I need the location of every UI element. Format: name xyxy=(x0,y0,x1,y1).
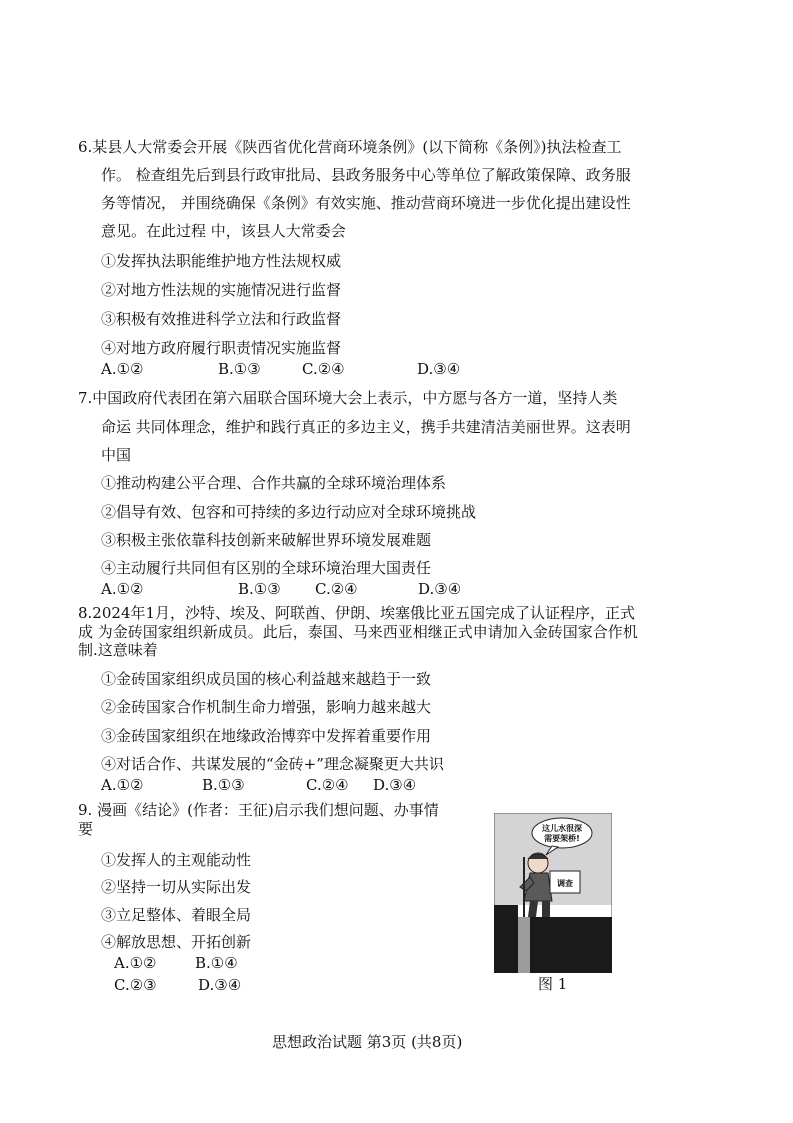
q9-option-a[interactable]: A.①② xyxy=(114,954,157,972)
q9-item-4: ④解放思想、开拓创新 xyxy=(101,933,252,951)
bubble-text-2: 需要架桥! xyxy=(544,834,580,843)
q7-item-1: ①推动构建公平合理、合作共赢的全球环境治理体系 xyxy=(101,474,447,492)
q8-option-d[interactable]: D.③④ xyxy=(373,776,417,794)
q7-item-2: ②倡导有效、包容和可持续的多边行动应对全球环境挑战 xyxy=(101,503,477,521)
q7-line-1: 7.中国政府代表团在第六届联合国环境大会上表示，中方愿与各方一道，坚持人类 xyxy=(78,389,618,407)
q9-option-d[interactable]: D.③④ xyxy=(198,976,242,994)
q7-option-a[interactable]: A.①② xyxy=(101,580,144,598)
q9-line-1: 9. 漫画《结论》(作者：王征)启示我们想问题、办事情 xyxy=(78,801,439,819)
cartoon-figure xyxy=(494,813,612,973)
speech-bubble xyxy=(532,818,592,848)
q6-item-3: ③积极有效推进科学立法和行政监督 xyxy=(101,310,342,328)
q8-item-1: ①金砖国家组织成员国的核心利益越来越趋于一致 xyxy=(101,670,432,688)
q6-item-2: ②对地方性法规的实施情况进行监督 xyxy=(101,281,342,299)
q6-line-3: 务等情况， 并围绕确保《条例》有效实施、推动营商环境进一步优化提出建设性 xyxy=(101,194,631,212)
q8-item-3: ③金砖国家组织在地缘政治博弈中发挥着重要作用 xyxy=(101,727,432,745)
q6-item-1: ①发挥执法职能维护地方性法规权威 xyxy=(101,252,342,270)
q9-item-1: ①发挥人的主观能动性 xyxy=(101,851,252,869)
q6-option-c[interactable]: C.②④ xyxy=(302,360,345,378)
q7-option-d[interactable]: D.③④ xyxy=(418,580,462,598)
q8-item-4: ④对话合作、共谋发展的“金砖+”理念凝聚更大共识 xyxy=(101,755,444,773)
q6-option-b[interactable]: B.①③ xyxy=(218,360,261,378)
q8-options xyxy=(101,776,416,794)
q6-option-a[interactable]: A.①② xyxy=(101,360,144,378)
q9-option-c[interactable]: C.②③ xyxy=(114,976,157,994)
q6-line-1: 6.某县人大常委会开展《陕西省优化营商环境条例》(以下简称《条例》)执法检查工 xyxy=(78,138,622,156)
q9-item-3: ③立足整体、着眼全局 xyxy=(101,906,252,924)
q8-option-a[interactable]: A.①② xyxy=(101,776,144,794)
q7-item-4: ④主动履行共同但有区别的全球环境治理大国责任 xyxy=(101,559,432,577)
q8-line-2: 成 为金砖国家组织新成员。此后，泰国、马来西亚相继正式申请加入金砖国家合作机 xyxy=(78,623,638,641)
q9-option-b[interactable]: B.①④ xyxy=(195,954,238,972)
q6-item-4: ④对地方政府履行职责情况实施监督 xyxy=(101,339,342,357)
page-footer: 思想政治试题 第3页 (共8页) xyxy=(272,1033,463,1051)
q9-item-2: ②坚持一切从实际出发 xyxy=(101,878,252,896)
q7-option-b[interactable]: B.①③ xyxy=(238,580,281,598)
q7-line-3: 中国 xyxy=(101,446,132,464)
q8-option-b[interactable]: B.①③ xyxy=(202,776,245,794)
q6-line-2: 作。 检查组先后到县行政审批局、县政务服务中心等单位了解政策保障、政务服 xyxy=(101,166,631,184)
q6-options xyxy=(101,360,460,378)
q7-line-2: 命运 共同体理念，维护和践行真正的多边主义，携手共建清洁美丽世界。这表明 xyxy=(101,418,631,436)
q7-options xyxy=(101,580,461,598)
q8-item-2: ②金砖国家合作机制生命力增强，影响力越来越大 xyxy=(101,698,432,716)
q8-option-c[interactable]: C.②④ xyxy=(306,776,349,794)
q9-line-2: 要 xyxy=(78,820,94,838)
q9-options-row-2 xyxy=(114,976,241,994)
q6-option-d[interactable]: D.③④ xyxy=(417,360,461,378)
bubble-text-1: 这儿水很深 xyxy=(542,824,582,833)
q9-options-row-1 xyxy=(114,954,238,972)
q7-item-3: ③积极主张依靠科技创新来破解世界环境发展难题 xyxy=(101,531,432,549)
sign-text: 调查 xyxy=(557,879,573,888)
q7-option-c[interactable]: C.②④ xyxy=(315,580,358,598)
figure-caption: 图 1 xyxy=(538,975,568,993)
q8-line-3: 制.这意味着 xyxy=(78,641,158,659)
q8-line-1: 8.2024年1月，沙特、埃及、阿联酋、伊朗、埃塞俄比亚五国完成了认证程序，正式 xyxy=(78,604,636,622)
q6-line-4: 意见。在此过程 中，该县人大常委会 xyxy=(101,222,346,240)
